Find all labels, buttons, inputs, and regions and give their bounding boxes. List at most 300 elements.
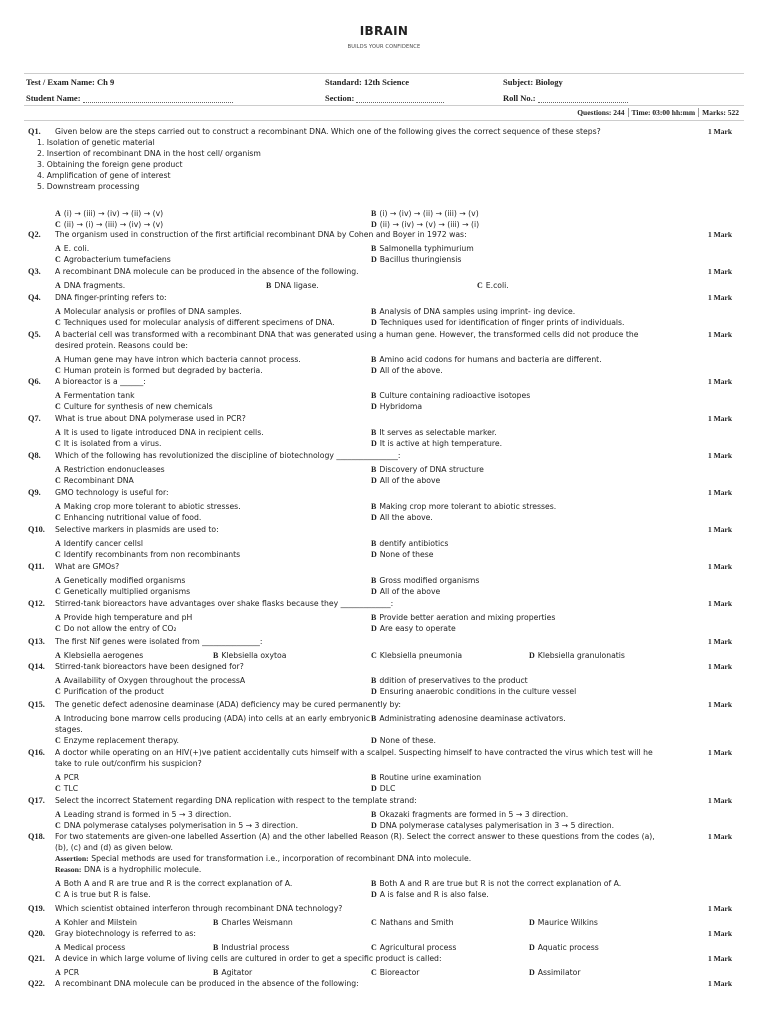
option-letter: C bbox=[55, 439, 61, 448]
option-text: All of the above bbox=[379, 587, 441, 596]
option[interactable] bbox=[371, 783, 687, 794]
option-text: DLC bbox=[379, 784, 396, 793]
option[interactable] bbox=[371, 967, 529, 978]
option-letter: B bbox=[371, 244, 377, 253]
option[interactable] bbox=[55, 438, 371, 449]
option-letter: A bbox=[55, 465, 61, 474]
option-text: All the above. bbox=[379, 513, 433, 522]
options bbox=[55, 427, 744, 449]
option[interactable] bbox=[55, 675, 371, 686]
option-text: Okazaki fragments are formed in 5 → 3 direction. bbox=[379, 810, 569, 819]
option-text: Leading strand is formed in 5 → 3 direction. bbox=[63, 810, 232, 819]
option-text: Klebsiella granulonatis bbox=[537, 651, 625, 660]
option-text: E.coli. bbox=[485, 281, 509, 290]
option-text: DNA polymerase catalyses polymerisation in 5 → 3 direction. bbox=[63, 821, 299, 830]
option[interactable] bbox=[55, 390, 371, 401]
option[interactable] bbox=[55, 917, 213, 928]
option[interactable] bbox=[55, 889, 371, 900]
option-text: It is active at high temperature. bbox=[379, 439, 503, 448]
question-5 bbox=[28, 329, 744, 376]
option-letter: B bbox=[371, 465, 377, 474]
option[interactable] bbox=[213, 650, 371, 661]
option-text: Amino acid codons for humans and bacteria are different. bbox=[379, 355, 602, 364]
question-marks: 1 Mark bbox=[708, 488, 732, 497]
option-letter: A bbox=[55, 502, 61, 511]
question-number: Q3. bbox=[28, 267, 41, 276]
option-letter: D bbox=[371, 255, 377, 264]
option-text: A is true but R is false. bbox=[63, 890, 151, 899]
option[interactable] bbox=[371, 612, 687, 623]
option-text: Bacillus thuringiensis bbox=[379, 255, 462, 264]
question-number: Q19. bbox=[28, 904, 45, 913]
question-marks: 1 Mark bbox=[708, 700, 732, 709]
question-7 bbox=[28, 413, 744, 449]
option[interactable] bbox=[266, 280, 477, 291]
option-letter: B bbox=[371, 676, 377, 685]
option-letter: C bbox=[55, 784, 61, 793]
step-item: 2. Insertion of recombinant DNA in the host cell/ organism bbox=[37, 149, 261, 158]
options bbox=[55, 772, 744, 794]
option[interactable] bbox=[55, 809, 371, 820]
question-number: Q10. bbox=[28, 525, 45, 534]
question-marks: 1 Mark bbox=[708, 637, 732, 646]
options bbox=[55, 612, 744, 634]
option[interactable] bbox=[371, 464, 687, 475]
option[interactable] bbox=[371, 575, 687, 586]
question-18 bbox=[28, 831, 744, 900]
question-number: Q2. bbox=[28, 230, 41, 239]
option[interactable] bbox=[55, 365, 371, 376]
option-text: Aquatic process bbox=[537, 943, 599, 952]
question-number: Q6. bbox=[28, 377, 41, 386]
options bbox=[55, 354, 744, 376]
option[interactable] bbox=[55, 878, 371, 889]
option-letter: A bbox=[55, 773, 61, 782]
option[interactable] bbox=[371, 427, 687, 438]
option[interactable] bbox=[371, 586, 687, 597]
option-text: Techniques used for identification of finger prints of individuals. bbox=[379, 318, 625, 327]
option-text: (i) → (iii) → (iv) → (ii) → (v) bbox=[63, 209, 164, 218]
options bbox=[55, 501, 744, 523]
question-19 bbox=[28, 903, 744, 928]
question-number: Q22. bbox=[28, 979, 45, 988]
option-text: E. coli. bbox=[63, 244, 90, 253]
option-text: Routine urine examination bbox=[379, 773, 482, 782]
question-number: Q5. bbox=[28, 330, 41, 339]
option[interactable] bbox=[371, 438, 687, 449]
option-text: ddition of preservatives to the product bbox=[379, 676, 528, 685]
roll-no-blank[interactable] bbox=[538, 94, 628, 103]
question-number: Q7. bbox=[28, 414, 41, 423]
option[interactable] bbox=[529, 967, 687, 978]
option-text: Medical process bbox=[63, 943, 126, 952]
question-marks: 1 Mark bbox=[708, 796, 732, 805]
option-letter: A bbox=[55, 879, 61, 888]
option-text: Are easy to operate bbox=[379, 624, 456, 633]
option[interactable] bbox=[371, 254, 687, 265]
option[interactable] bbox=[55, 713, 371, 735]
options bbox=[55, 675, 744, 697]
option-text: Fermentation tank bbox=[63, 391, 135, 400]
question-4 bbox=[28, 292, 744, 328]
option[interactable] bbox=[371, 623, 687, 634]
question-2 bbox=[28, 229, 744, 265]
standard: Standard: 12th Science bbox=[325, 77, 410, 87]
option[interactable] bbox=[477, 280, 688, 291]
option-letter: D bbox=[371, 439, 377, 448]
question-15 bbox=[28, 699, 744, 746]
option[interactable] bbox=[55, 549, 371, 560]
question-marks: 1 Mark bbox=[708, 377, 732, 386]
option[interactable] bbox=[371, 512, 687, 523]
reason-label: Reason: bbox=[55, 865, 82, 874]
option-letter: A bbox=[55, 918, 61, 927]
options bbox=[55, 464, 744, 486]
option-letter: D bbox=[371, 402, 377, 411]
option-letter: B bbox=[371, 810, 377, 819]
option-text: Both A and R are true but R is not the correct explanation of A. bbox=[379, 879, 622, 888]
option-text: Culture for synthesis of new chemicals bbox=[63, 402, 213, 411]
option-letter: C bbox=[55, 220, 61, 229]
options bbox=[55, 208, 744, 230]
option[interactable] bbox=[55, 772, 371, 783]
option-letter: C bbox=[371, 968, 377, 977]
question-number: Q11. bbox=[28, 562, 45, 571]
step-list bbox=[28, 137, 647, 192]
option-text: Maurice Wilkins bbox=[537, 918, 598, 927]
option-letter: C bbox=[55, 550, 61, 559]
question-text: A bacterial cell was transformed with a recombinant DNA that was generated using a human gene. However, the transformed cells did not produce the desired protein. Reasons could be: bbox=[55, 330, 639, 350]
options bbox=[55, 538, 744, 560]
option[interactable] bbox=[55, 735, 371, 746]
question-text: Given below are the steps carried out to construct a recombinant DNA. Which one of the following gives the correct sequence of these steps? bbox=[55, 127, 601, 136]
question-text: The genetic defect adenosine deaminase (ADA) deficiency may be cured permanently by: bbox=[55, 700, 401, 709]
option[interactable] bbox=[529, 650, 687, 661]
option[interactable] bbox=[55, 354, 371, 365]
time-limit: Time: 03:00 hh:mm bbox=[628, 108, 699, 117]
option-text: Assimilator bbox=[537, 968, 581, 977]
option[interactable] bbox=[55, 317, 371, 328]
question-11 bbox=[28, 561, 744, 597]
roll-no-field[interactable] bbox=[503, 93, 628, 103]
options bbox=[55, 713, 744, 746]
option-letter: A bbox=[55, 714, 61, 723]
option-text: Gross modified organisms bbox=[379, 576, 480, 585]
option-letter: B bbox=[213, 651, 219, 660]
option[interactable] bbox=[371, 401, 687, 412]
option-text: All of the above bbox=[379, 476, 441, 485]
option-text: It serves as selectable marker. bbox=[379, 428, 497, 437]
question-12 bbox=[28, 598, 744, 634]
option-letter: B bbox=[371, 773, 377, 782]
question-marks: 1 Mark bbox=[708, 748, 732, 757]
question-marks: 1 Mark bbox=[708, 929, 732, 938]
option-letter: A bbox=[55, 613, 61, 622]
option-text: Purification of the product bbox=[63, 687, 164, 696]
question-number: Q21. bbox=[28, 954, 45, 963]
option[interactable] bbox=[55, 243, 371, 254]
student-name-blank[interactable] bbox=[83, 94, 233, 103]
question-number: Q20. bbox=[28, 929, 45, 938]
question-marks: 1 Mark bbox=[708, 562, 732, 571]
question-16 bbox=[28, 747, 744, 794]
option[interactable] bbox=[55, 967, 213, 978]
option[interactable] bbox=[371, 809, 687, 820]
section-blank[interactable] bbox=[356, 94, 444, 103]
option[interactable] bbox=[55, 280, 266, 291]
option[interactable] bbox=[55, 464, 371, 475]
option-text: Kohler and Milstein bbox=[63, 918, 138, 927]
question-number: Q1. bbox=[28, 127, 41, 136]
option-text: Hybridoma bbox=[379, 402, 423, 411]
option[interactable] bbox=[371, 650, 529, 661]
option-letter: B bbox=[371, 307, 377, 316]
option-text: It is used to ligate introduced DNA in recipient cells. bbox=[63, 428, 264, 437]
option[interactable] bbox=[55, 586, 371, 597]
option-text: It is isolated from a virus. bbox=[63, 439, 162, 448]
brand-title: IBRAIN bbox=[359, 24, 409, 38]
question-marks: 1 Mark bbox=[708, 267, 732, 276]
option[interactable] bbox=[55, 575, 371, 586]
option[interactable] bbox=[55, 427, 371, 438]
option-text: Administrating adenosine deaminase activators. bbox=[379, 714, 566, 723]
question-number: Q4. bbox=[28, 293, 41, 302]
option-text: DNA polymerase catalyses palymerisation in 3 → 5 direction. bbox=[379, 821, 615, 830]
assertion-label: Assertion: bbox=[55, 854, 89, 863]
option-letter: B bbox=[213, 918, 219, 927]
option[interactable] bbox=[55, 306, 371, 317]
meta-divider bbox=[24, 105, 744, 106]
option-letter: A bbox=[55, 651, 61, 660]
option-text: Genetically modified organisms bbox=[63, 576, 186, 585]
option[interactable] bbox=[371, 713, 687, 735]
question-marks: 1 Mark bbox=[708, 954, 732, 963]
question-marks: 1 Mark bbox=[708, 127, 732, 136]
subject: Subject: Biology bbox=[503, 77, 563, 87]
assertion-text: Special methods are used for transformation i.e., incorporation of recombinant DNA into molecule. bbox=[91, 854, 472, 863]
question-10 bbox=[28, 524, 744, 560]
option[interactable] bbox=[55, 475, 371, 486]
option[interactable] bbox=[55, 254, 371, 265]
option-text: dentify antibiotics bbox=[379, 539, 449, 548]
option-text: Provide better aeration and mixing properties bbox=[379, 613, 556, 622]
question-6 bbox=[28, 376, 744, 412]
option[interactable] bbox=[213, 967, 371, 978]
option[interactable] bbox=[371, 354, 687, 365]
student-name-field[interactable] bbox=[26, 93, 233, 103]
option-text: Industrial process bbox=[221, 943, 290, 952]
option-letter: A bbox=[55, 943, 61, 952]
options bbox=[55, 878, 744, 900]
option-letter: B bbox=[371, 613, 377, 622]
question-marks: 1 Mark bbox=[708, 904, 732, 913]
option-letter: D bbox=[371, 890, 377, 899]
option-text: Techniques used for molecular analysis of different specimens of DNA. bbox=[63, 318, 335, 327]
option-letter: D bbox=[529, 968, 535, 977]
options bbox=[55, 243, 744, 265]
question-text: GMO technology is useful for: bbox=[55, 488, 169, 497]
option-text: None of these bbox=[379, 550, 434, 559]
option[interactable] bbox=[55, 612, 371, 623]
options bbox=[55, 809, 744, 831]
option[interactable] bbox=[55, 820, 371, 831]
option[interactable] bbox=[371, 306, 687, 317]
questions-count: Questions: 244 bbox=[577, 108, 625, 117]
option[interactable] bbox=[371, 475, 687, 486]
option[interactable] bbox=[371, 675, 687, 686]
question-14 bbox=[28, 661, 744, 697]
reason-line bbox=[55, 864, 665, 875]
option-text: Making crop more tolerant to abiotic stresses. bbox=[63, 502, 241, 511]
option[interactable] bbox=[371, 917, 529, 928]
option-letter: B bbox=[371, 539, 377, 548]
option-text: Agrobacterium tumefaciens bbox=[63, 255, 171, 264]
option-letter: B bbox=[371, 209, 377, 218]
option[interactable] bbox=[55, 686, 371, 697]
question-number: Q15. bbox=[28, 700, 45, 709]
option-letter: B bbox=[371, 576, 377, 585]
step-item: 1. Isolation of genetic material bbox=[37, 138, 155, 147]
option[interactable] bbox=[371, 772, 687, 783]
brand-tagline: BUILDS YOUR CONFIDENCE bbox=[347, 44, 421, 50]
option[interactable] bbox=[371, 735, 687, 746]
student-name-label: Student Name: bbox=[26, 93, 81, 103]
option-letter: A bbox=[55, 244, 61, 253]
question-22 bbox=[28, 978, 744, 989]
section-field[interactable] bbox=[325, 93, 444, 103]
step-item: 5. Downstream processing bbox=[37, 182, 140, 191]
option-letter: D bbox=[371, 318, 377, 327]
option-letter: A bbox=[55, 281, 61, 290]
option-letter: C bbox=[371, 943, 377, 952]
header-divider bbox=[24, 73, 744, 74]
option[interactable] bbox=[55, 942, 213, 953]
option[interactable] bbox=[55, 512, 371, 523]
question-20 bbox=[28, 928, 744, 953]
option-letter: A bbox=[55, 391, 61, 400]
option-text: PCR bbox=[63, 773, 80, 782]
option-text: Culture containing radioactive isotopes bbox=[379, 391, 531, 400]
question-text: Select the incorrect Statement regarding DNA replication with respect to the template strand: bbox=[55, 796, 417, 805]
option-text: Do not allow the entry of CO₂ bbox=[63, 624, 177, 633]
option-letter: D bbox=[371, 366, 377, 375]
option[interactable] bbox=[55, 538, 371, 549]
option-letter: B bbox=[371, 879, 377, 888]
option[interactable] bbox=[55, 401, 371, 412]
option-text: Human gene may have intron which bacteria cannot process. bbox=[63, 355, 301, 364]
question-17 bbox=[28, 795, 744, 831]
option-letter: C bbox=[55, 513, 61, 522]
option[interactable] bbox=[371, 208, 687, 219]
option[interactable] bbox=[55, 650, 213, 661]
option-letter: D bbox=[371, 476, 377, 485]
option-letter: D bbox=[371, 784, 377, 793]
option[interactable] bbox=[371, 317, 687, 328]
option[interactable] bbox=[371, 365, 687, 376]
option[interactable] bbox=[55, 783, 371, 794]
question-text: Stirred-tank bioreactors have been designed for? bbox=[55, 662, 244, 671]
options bbox=[55, 942, 744, 953]
option[interactable] bbox=[371, 243, 687, 254]
option[interactable] bbox=[371, 549, 687, 560]
option-letter: C bbox=[55, 255, 61, 264]
option-letter: D bbox=[371, 821, 377, 830]
option-letter: D bbox=[529, 651, 535, 660]
option[interactable] bbox=[371, 390, 687, 401]
step-item: 4. Amplification of gene of interest bbox=[37, 171, 171, 180]
option-letter: C bbox=[55, 318, 61, 327]
options bbox=[55, 917, 744, 928]
question-text: Which scientist obtained interferon through recombinant DNA technology? bbox=[55, 904, 343, 913]
option[interactable] bbox=[371, 501, 687, 512]
option-letter: A bbox=[55, 810, 61, 819]
question-marks: 1 Mark bbox=[708, 230, 732, 239]
question-text: For two statements are given-one labelled Assertion (A) and the other labelled Reason (R). Select the correct answer to these questions from the codes (a), (b), (c) and (d) as given below. bbox=[55, 832, 655, 852]
option[interactable] bbox=[529, 917, 687, 928]
option-letter: A bbox=[55, 676, 61, 685]
option-letter: B bbox=[371, 355, 377, 364]
options bbox=[55, 280, 744, 291]
option[interactable] bbox=[55, 208, 371, 219]
option-text: Bioreactor bbox=[379, 968, 420, 977]
option-letter: C bbox=[371, 651, 377, 660]
option[interactable] bbox=[213, 942, 371, 953]
option-text: Both A and R are true and R is the correct explanation of A. bbox=[63, 879, 293, 888]
question-number: Q18. bbox=[28, 832, 45, 841]
question-number: Q9. bbox=[28, 488, 41, 497]
option-text: Klebsiella pneumonia bbox=[379, 651, 463, 660]
option[interactable] bbox=[371, 889, 687, 900]
option[interactable] bbox=[371, 878, 687, 889]
step-item: 3. Obtaining the foreign gene product bbox=[37, 160, 183, 169]
question-number: Q8. bbox=[28, 451, 41, 460]
question-marks: 1 Mark bbox=[708, 832, 732, 841]
option-text: Molecular analysis or profiles of DNA samples. bbox=[63, 307, 242, 316]
option-text: Enhancing nutritional value of food. bbox=[63, 513, 202, 522]
option-letter: B bbox=[213, 968, 219, 977]
option[interactable] bbox=[529, 942, 687, 953]
option-text: (i) → (iv) → (ii) → (iii) → (v) bbox=[379, 209, 479, 218]
option[interactable] bbox=[371, 686, 687, 697]
option-letter: B bbox=[371, 714, 377, 723]
option[interactable] bbox=[213, 917, 371, 928]
option-letter: D bbox=[371, 624, 377, 633]
option-text: Identify cancer cellsl bbox=[63, 539, 143, 548]
option[interactable] bbox=[55, 623, 371, 634]
question-marks: 1 Mark bbox=[708, 293, 732, 302]
option[interactable] bbox=[371, 538, 687, 549]
option-text: Salmonella typhimurium bbox=[379, 244, 474, 253]
option-text: Agitator bbox=[221, 968, 253, 977]
option-letter: A bbox=[55, 307, 61, 316]
option-letter: D bbox=[371, 587, 377, 596]
question-8 bbox=[28, 450, 744, 486]
option-text: Genetically multiplied organisms bbox=[63, 587, 191, 596]
option[interactable] bbox=[371, 820, 687, 831]
option-text: Klebsiella aerogenes bbox=[63, 651, 144, 660]
option-text: TLC bbox=[63, 784, 79, 793]
option-letter: C bbox=[55, 890, 61, 899]
option[interactable] bbox=[371, 942, 529, 953]
option-letter: C bbox=[55, 587, 61, 596]
option-letter: C bbox=[371, 918, 377, 927]
option-letter: C bbox=[55, 736, 61, 745]
question-text: What are GMOs? bbox=[55, 562, 120, 571]
option-text: PCR bbox=[63, 968, 80, 977]
option-letter: B bbox=[371, 428, 377, 437]
question-number: Q12. bbox=[28, 599, 45, 608]
option[interactable] bbox=[55, 501, 371, 512]
